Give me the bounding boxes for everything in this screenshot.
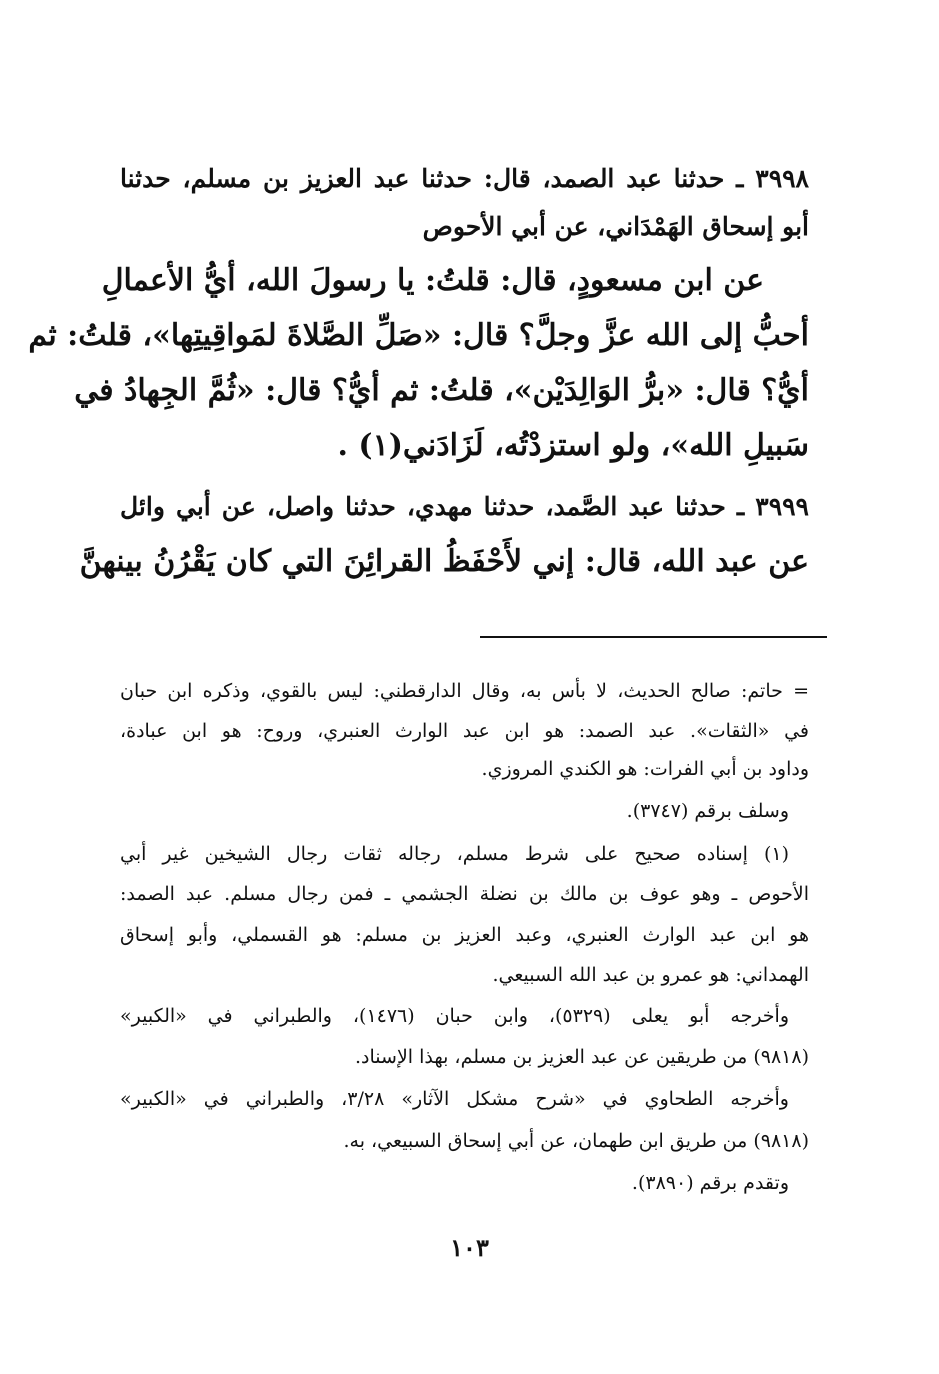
hadith-3998-matn-line: عن ابن مسعودٍ، قال: قلتُ: يا رسولَ الله، أيُّ الأعمالِ (101, 263, 764, 298)
hadith-3998-matn-line: سَبيلِ الله»، ولو استزدْتُه، لَزَادَني(١) . (337, 428, 809, 463)
footnote-line: الهمداني: هو عمرو بن عبد الله السبيعي. (492, 964, 809, 986)
hadith-3999-matn-line: عن عبد الله، قال: إني لأَحْفَظُ القرائِنَ التي كان يَقْرُنُ بينهنَّ (79, 544, 809, 579)
footnote-line: (٩٨١٨) من طريق ابن طهمان، عن أبي إسحاق السبيعي، به. (343, 1130, 809, 1152)
footnote-separator (480, 636, 827, 638)
hadith-3998-sanad-line2: أبو إسحاق الهَمْدَاني، عن أبي الأحوص (422, 212, 809, 241)
hadith-3998-matn-line: أيُّ؟ قال: «برُّ الوَالِدَيْن»، قلتُ: ثم أيُّ؟ قال: «ثُمَّ الجِهادُ في (74, 373, 809, 408)
footnote-line: في «الثقات». عبد الصمد: هو ابن عبد الوارث العنبري، وروح: هو ابن عبادة، (120, 720, 809, 742)
footnote-line: الأحوص ـ وهو عوف بن مالك بن نضلة الجشمي ـ فمن رجال مسلم. عبد الصمد: (120, 883, 809, 905)
footnote-line: (٩٨١٨) من طريقين عن عبد العزيز بن مسلم، بهذا الإسناد. (355, 1046, 809, 1068)
footnote-line: وأخرجه أبو يعلى (٥٣٢٩)، وابن حبان (١٤٧٦)، والطبراني في «الكبير» (120, 1005, 789, 1027)
sanad-text: ـ حدثنا عبد الصمد، قال: حدثنا عبد العزيز بن مسلم، حدثنا (120, 164, 744, 193)
footnote-line: = حاتم: صالح الحديث، لا بأس به، وقال الدارقطني: ليس بالقوي، وذكره ابن حبان (120, 680, 809, 702)
footnote-line: وأخرجه الطحاوي في «شرح مشكل الآثار» ٣/٢٨، والطبراني في «الكبير» (120, 1088, 789, 1110)
hadith-number: ٣٩٩٨ (755, 164, 809, 193)
footnote-line: وداود بن أبي الفرات: هو الكندي المروزي. (481, 758, 809, 780)
footnote-line: وسلف برقم (٣٧٤٧). (626, 800, 789, 822)
hadith-3999-sanad-line1 (120, 492, 809, 521)
page-number: ١٠٣ (450, 1233, 489, 1262)
hadith-3998-matn-line: أحبُّ إلى الله عزَّ وجلَّ؟ قال: «صَلِّ الصَّلاةَ لمَواقِيتِها»، قلتُ: ثم (28, 318, 809, 353)
footnote-line: هو ابن عبد الوارث العنبري، وعبد العزيز بن مسلم: هو القسملي، وأبو إسحاق (120, 924, 809, 946)
hadith-3998-sanad-line1 (120, 164, 809, 193)
footnote-line: وتقدم برقم (٣٨٩٠). (631, 1172, 789, 1194)
footnote-line: (١) إسناده صحيح على شرط مسلم، رجاله ثقات رجال الشيخين غير أبي (120, 843, 789, 865)
hadith-number: ٣٩٩٩ (755, 492, 809, 521)
sanad-text: ـ حدثنا عبد الصَّمد، حدثنا مهدي، حدثنا واصل، عن أبي وائل (120, 492, 745, 521)
